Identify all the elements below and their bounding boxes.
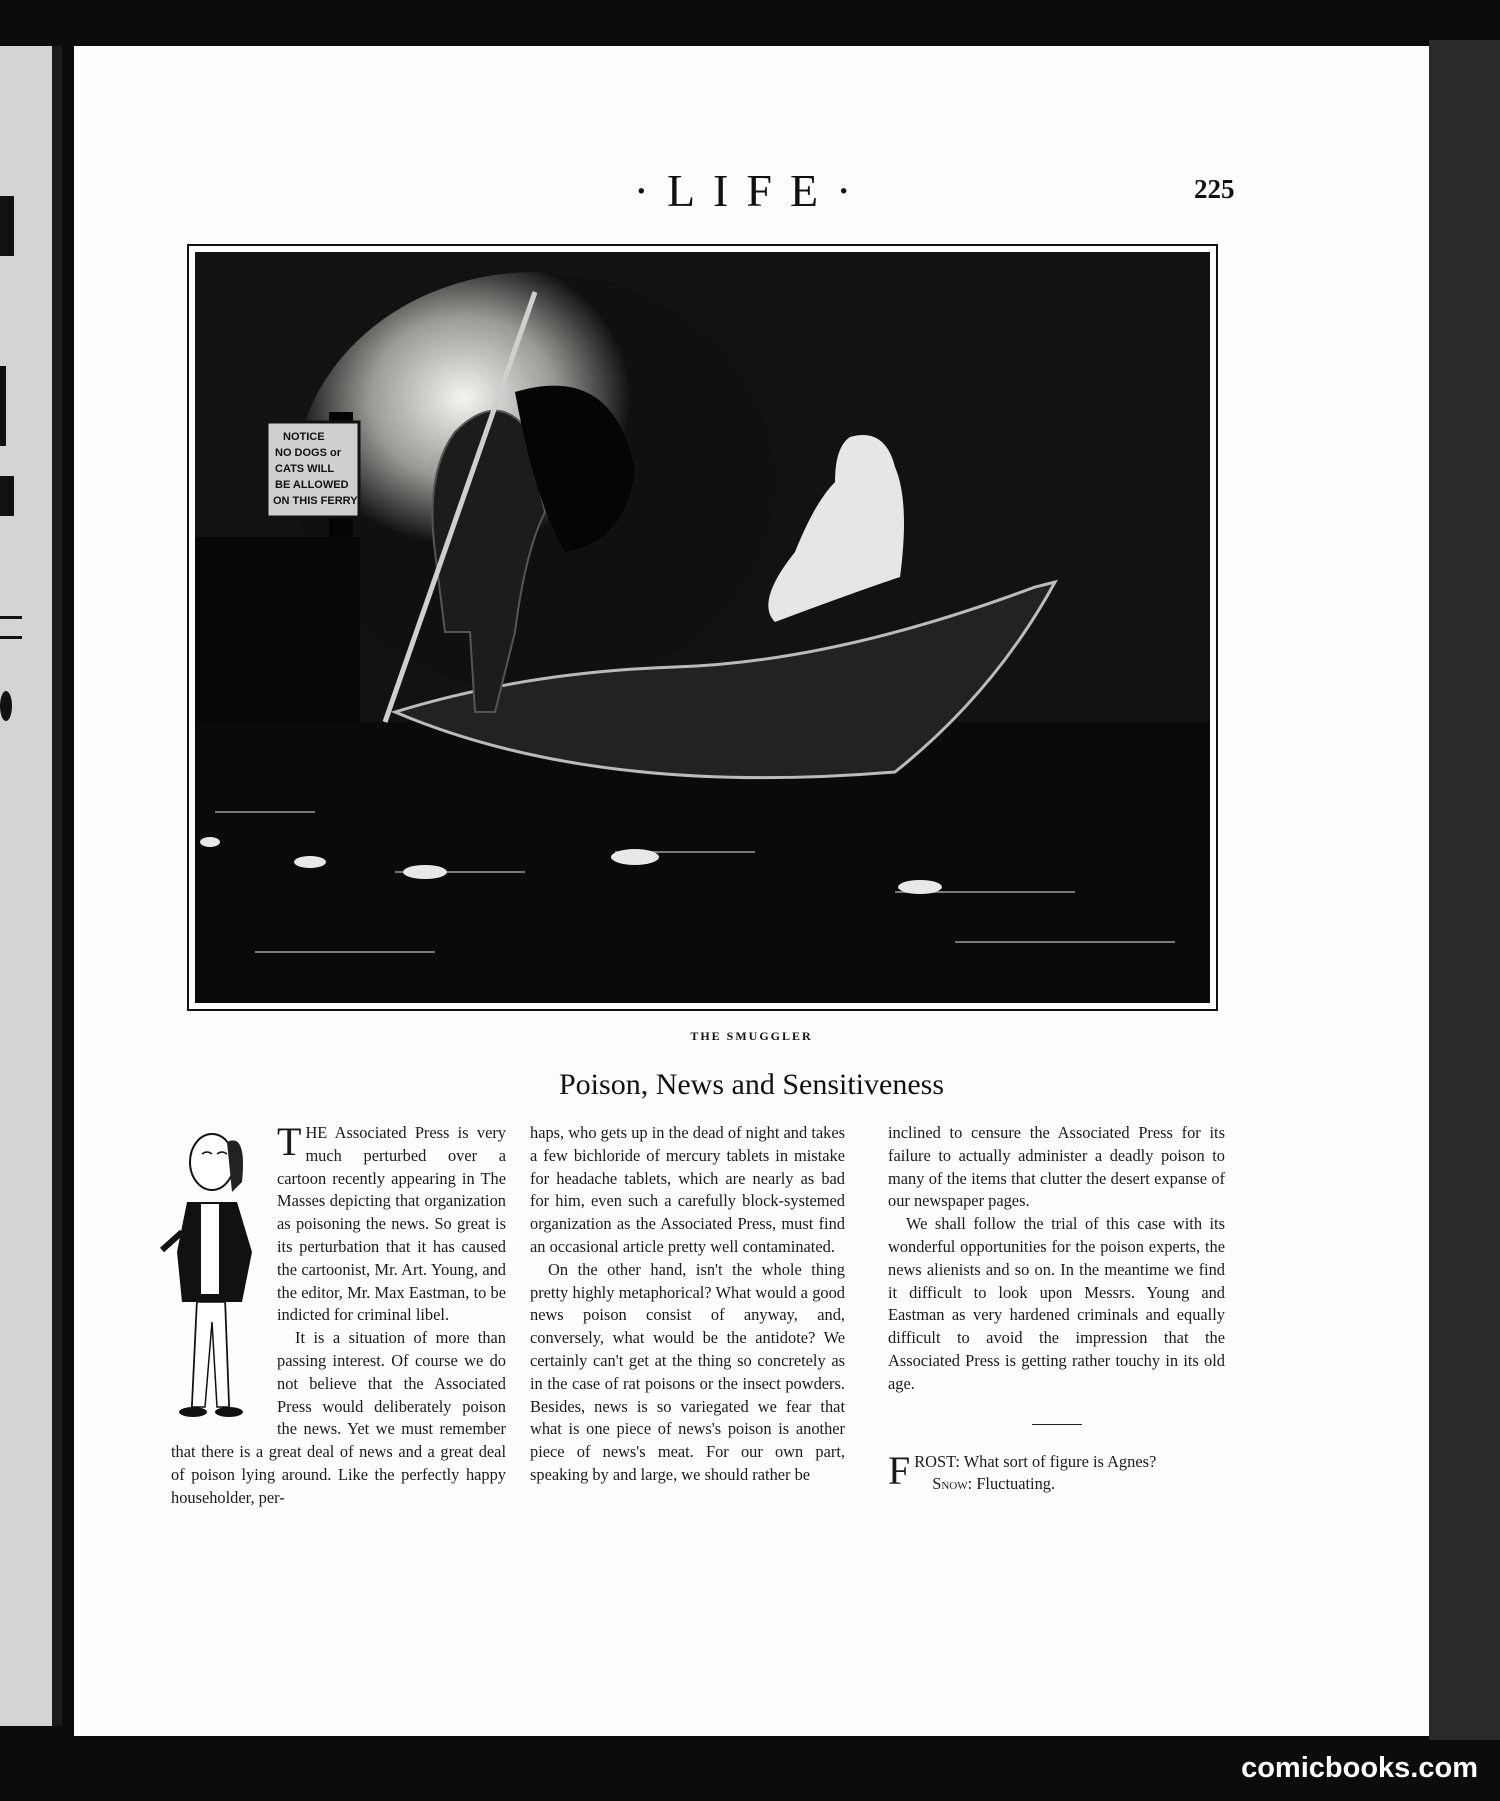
joke-speaker-1: ROST: [914, 1451, 960, 1471]
scan-mark [0, 476, 14, 516]
illustration-caption: THE SMUGGLER [690, 1029, 813, 1043]
gentleman-sketch [157, 1122, 267, 1422]
smuggler-cartoon [195, 252, 1210, 1003]
joke-speaker-2: Snow: [932, 1474, 973, 1494]
col3-paragraph-2: We shall follow the trial of this case with its wonderful opportunities for the poison experts, the news alienists and so on. In the meantime we find it difficult to look upon Messrs. Young and Eastman as very hardened criminals and equally difficult to avoid the impression that the Associated Press is getting rather touchy in its old age. [888, 1214, 1225, 1393]
cartoon-illustration [187, 244, 1218, 1011]
article-headline: Poison, News and Sensitiveness [559, 1068, 944, 1101]
joke-line-2 [888, 1473, 1225, 1496]
section-divider [1032, 1424, 1082, 1425]
scan-mark [0, 616, 22, 619]
dock [195, 537, 360, 747]
page-number: 225 [1194, 174, 1235, 204]
svg-text:BE ALLOWED: BE ALLOWED [275, 479, 349, 491]
svg-text:ON THIS FERRY: ON THIS FERRY [273, 495, 358, 507]
svg-text:CATS WILL: CATS WILL [275, 463, 335, 475]
masthead: ·LIFE· [633, 165, 870, 216]
col1-p1-text: HE Associated Press is very much perturbed over a cartoon recently appearing in The Masses depicting that organization as poisoning the news. So great is its perturbation that it has caused the cartoonist, Mr. Art. Young, and the editor, Mr. Max Eastman, to be indicted for criminal libel. [277, 1123, 506, 1325]
scan-right-edge [1429, 40, 1500, 1740]
scan-mark [0, 691, 12, 721]
scan-mark [0, 636, 22, 639]
article-column-1 [171, 1119, 506, 1510]
col2-paragraph-1: haps, who gets up in the dead of night and takes a few bichloride of mercury tablets in mistake for headache tablets, which are nearly as bad for him, even such a carefully block-systemed organization as the Associated Press, must find an occasional article pretty well contaminated. [530, 1123, 845, 1256]
col1-paragraph-2: It is a situation of more than passing interest. Of course we do not believe that the Associated Press would deliberately poison the news. Yet we must remember that there is a great deal of news and a great deal of poison lying around. Like the perfectly happy householder, per- [171, 1328, 506, 1507]
article-column-2 [530, 1122, 845, 1487]
adjacent-page-strip [0, 46, 62, 1726]
article-column-3 [888, 1122, 1225, 1496]
col3-paragraph-1: inclined to censure the Associated Press for its failure to actually administer a deadly poison to many of the items that clutter the desert expanse of our newspaper pages. [888, 1123, 1225, 1211]
joke-text-1: What sort of figure is Agnes? [963, 1451, 1157, 1471]
magazine-page [74, 46, 1429, 1736]
joke-text-2: Fluctuating. [976, 1474, 1056, 1494]
svg-text:NO DOGS or: NO DOGS or [275, 447, 342, 459]
site-watermark: comicbooks.com [1241, 1752, 1478, 1784]
joke-dropcap: F [888, 1447, 911, 1493]
dropcap: T [277, 1119, 302, 1164]
scan-mark [0, 366, 6, 446]
page-binding [52, 46, 62, 1726]
col2-paragraph-2: On the other hand, isn't the whole thing pretty highly metaphorical? What would a good news poison consist of anyway, and, conversely, what would be the antidote? We certainly can't get at the thing so concretely as in the case of rat poisons or the insect powders. Besides, news is so variegated we fear that what is one piece of news's poison is another piece of news's meat. For our own part, speaking by and large, we should rather be [530, 1259, 845, 1484]
scan-mark [0, 196, 14, 256]
svg-text:NOTICE: NOTICE [283, 431, 325, 443]
